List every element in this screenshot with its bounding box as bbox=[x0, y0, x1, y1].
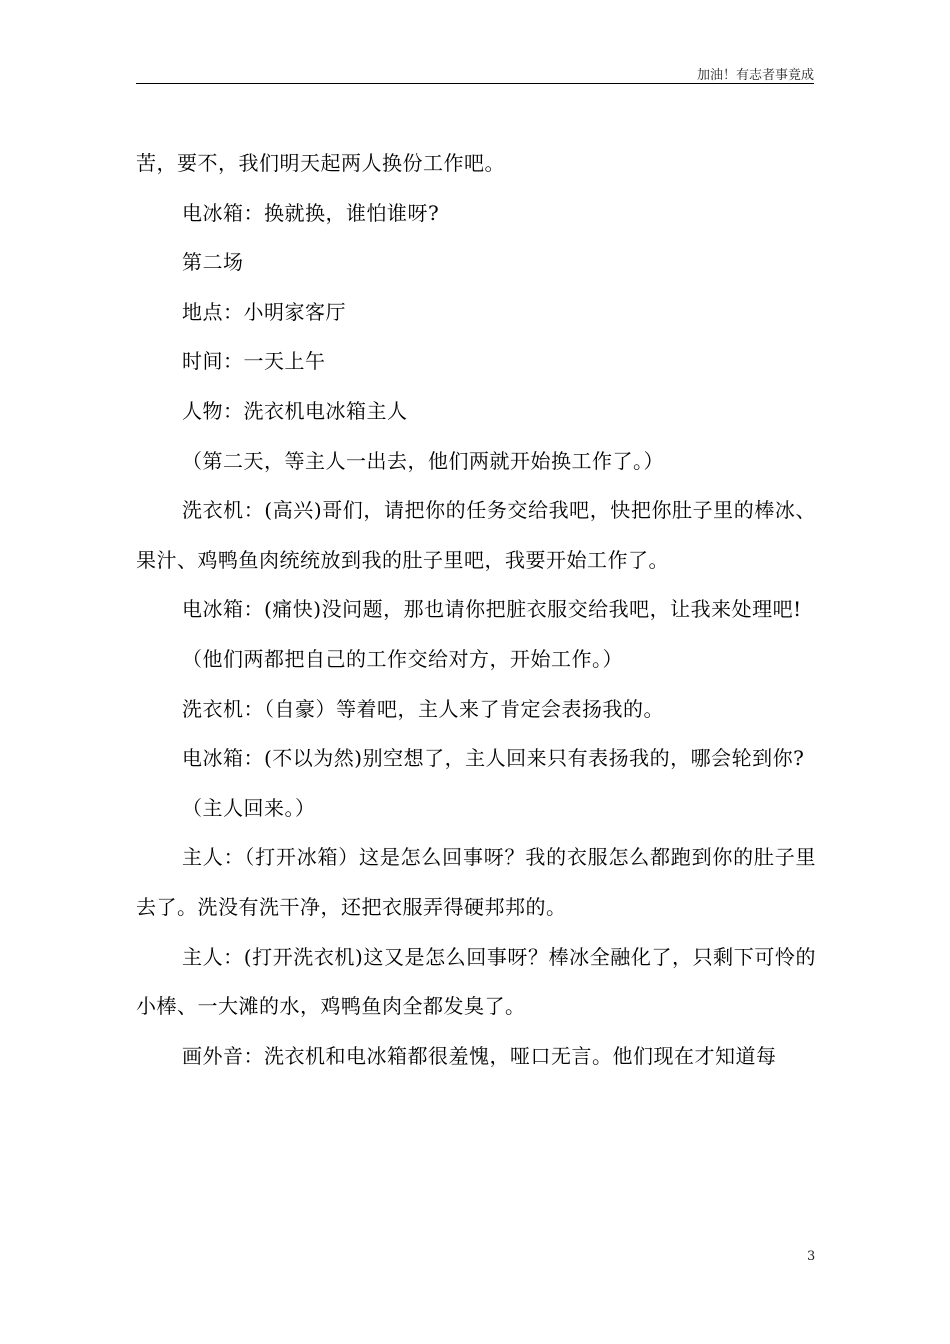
dialogue-line: 洗衣机：(高兴)哥们，请把你的任务交给我吧，快把你肚子里的棒冰、果汁、鸡鸭鱼肉统统放到我的肚子里吧，我要开始工作了。 bbox=[136, 498, 816, 572]
stage-direction: （主人回来。） bbox=[182, 795, 316, 820]
paragraph: 时间：一天上午 bbox=[182, 349, 326, 374]
stage-direction: （他们两都把自己的工作交给对方，开始工作。） bbox=[182, 646, 623, 671]
paragraph: 苦，要不，我们明天起两人换份工作吧。 bbox=[136, 151, 505, 175]
paragraph: 电冰箱：换就换，谁怕谁呀? bbox=[182, 200, 440, 225]
document-body bbox=[136, 139, 816, 1081]
dialogue-line: 洗衣机：（自豪）等着吧，主人来了肯定会表扬我的。 bbox=[182, 696, 664, 721]
stage-direction: （第二天，等主人一出去，他们两就开始换工作了。） bbox=[182, 448, 664, 473]
dialogue-line: 电冰箱：(痛快)没问题，那也请你把脏衣服交给我吧，让我来处理吧! bbox=[182, 597, 802, 622]
dialogue-line: 电冰箱：(不以为然)别空想了，主人回来只有表扬我的，哪会轮到你? bbox=[182, 746, 805, 771]
page-number: 3 bbox=[807, 1249, 816, 1264]
dialogue-line: 画外音：洗衣机和电冰箱都很羞愧，哑口无言。他们现在才知道每 bbox=[182, 1043, 777, 1068]
header-divider bbox=[136, 83, 814, 84]
dialogue-line: 主人：(打开洗衣机)这又是怎么回事呀？棒冰全融化了，只剩下可怜的小棒、一大滩的水，鸡鸭鱼肉全都发臭了。 bbox=[136, 944, 816, 1019]
paragraph: 人物：洗衣机电冰箱主人 bbox=[182, 398, 408, 423]
page-header: 加油！有志者事竟成 bbox=[696, 68, 814, 83]
dialogue-line: 主人：（打开冰箱）这是怎么回事呀？我的衣服怎么都跑到你的肚子里去了。洗没有洗干净，还把衣服弄得硬邦邦的。 bbox=[136, 845, 816, 919]
scene-heading: 第二场 bbox=[182, 250, 244, 275]
paragraph: 地点：小明家客厅 bbox=[182, 299, 346, 324]
